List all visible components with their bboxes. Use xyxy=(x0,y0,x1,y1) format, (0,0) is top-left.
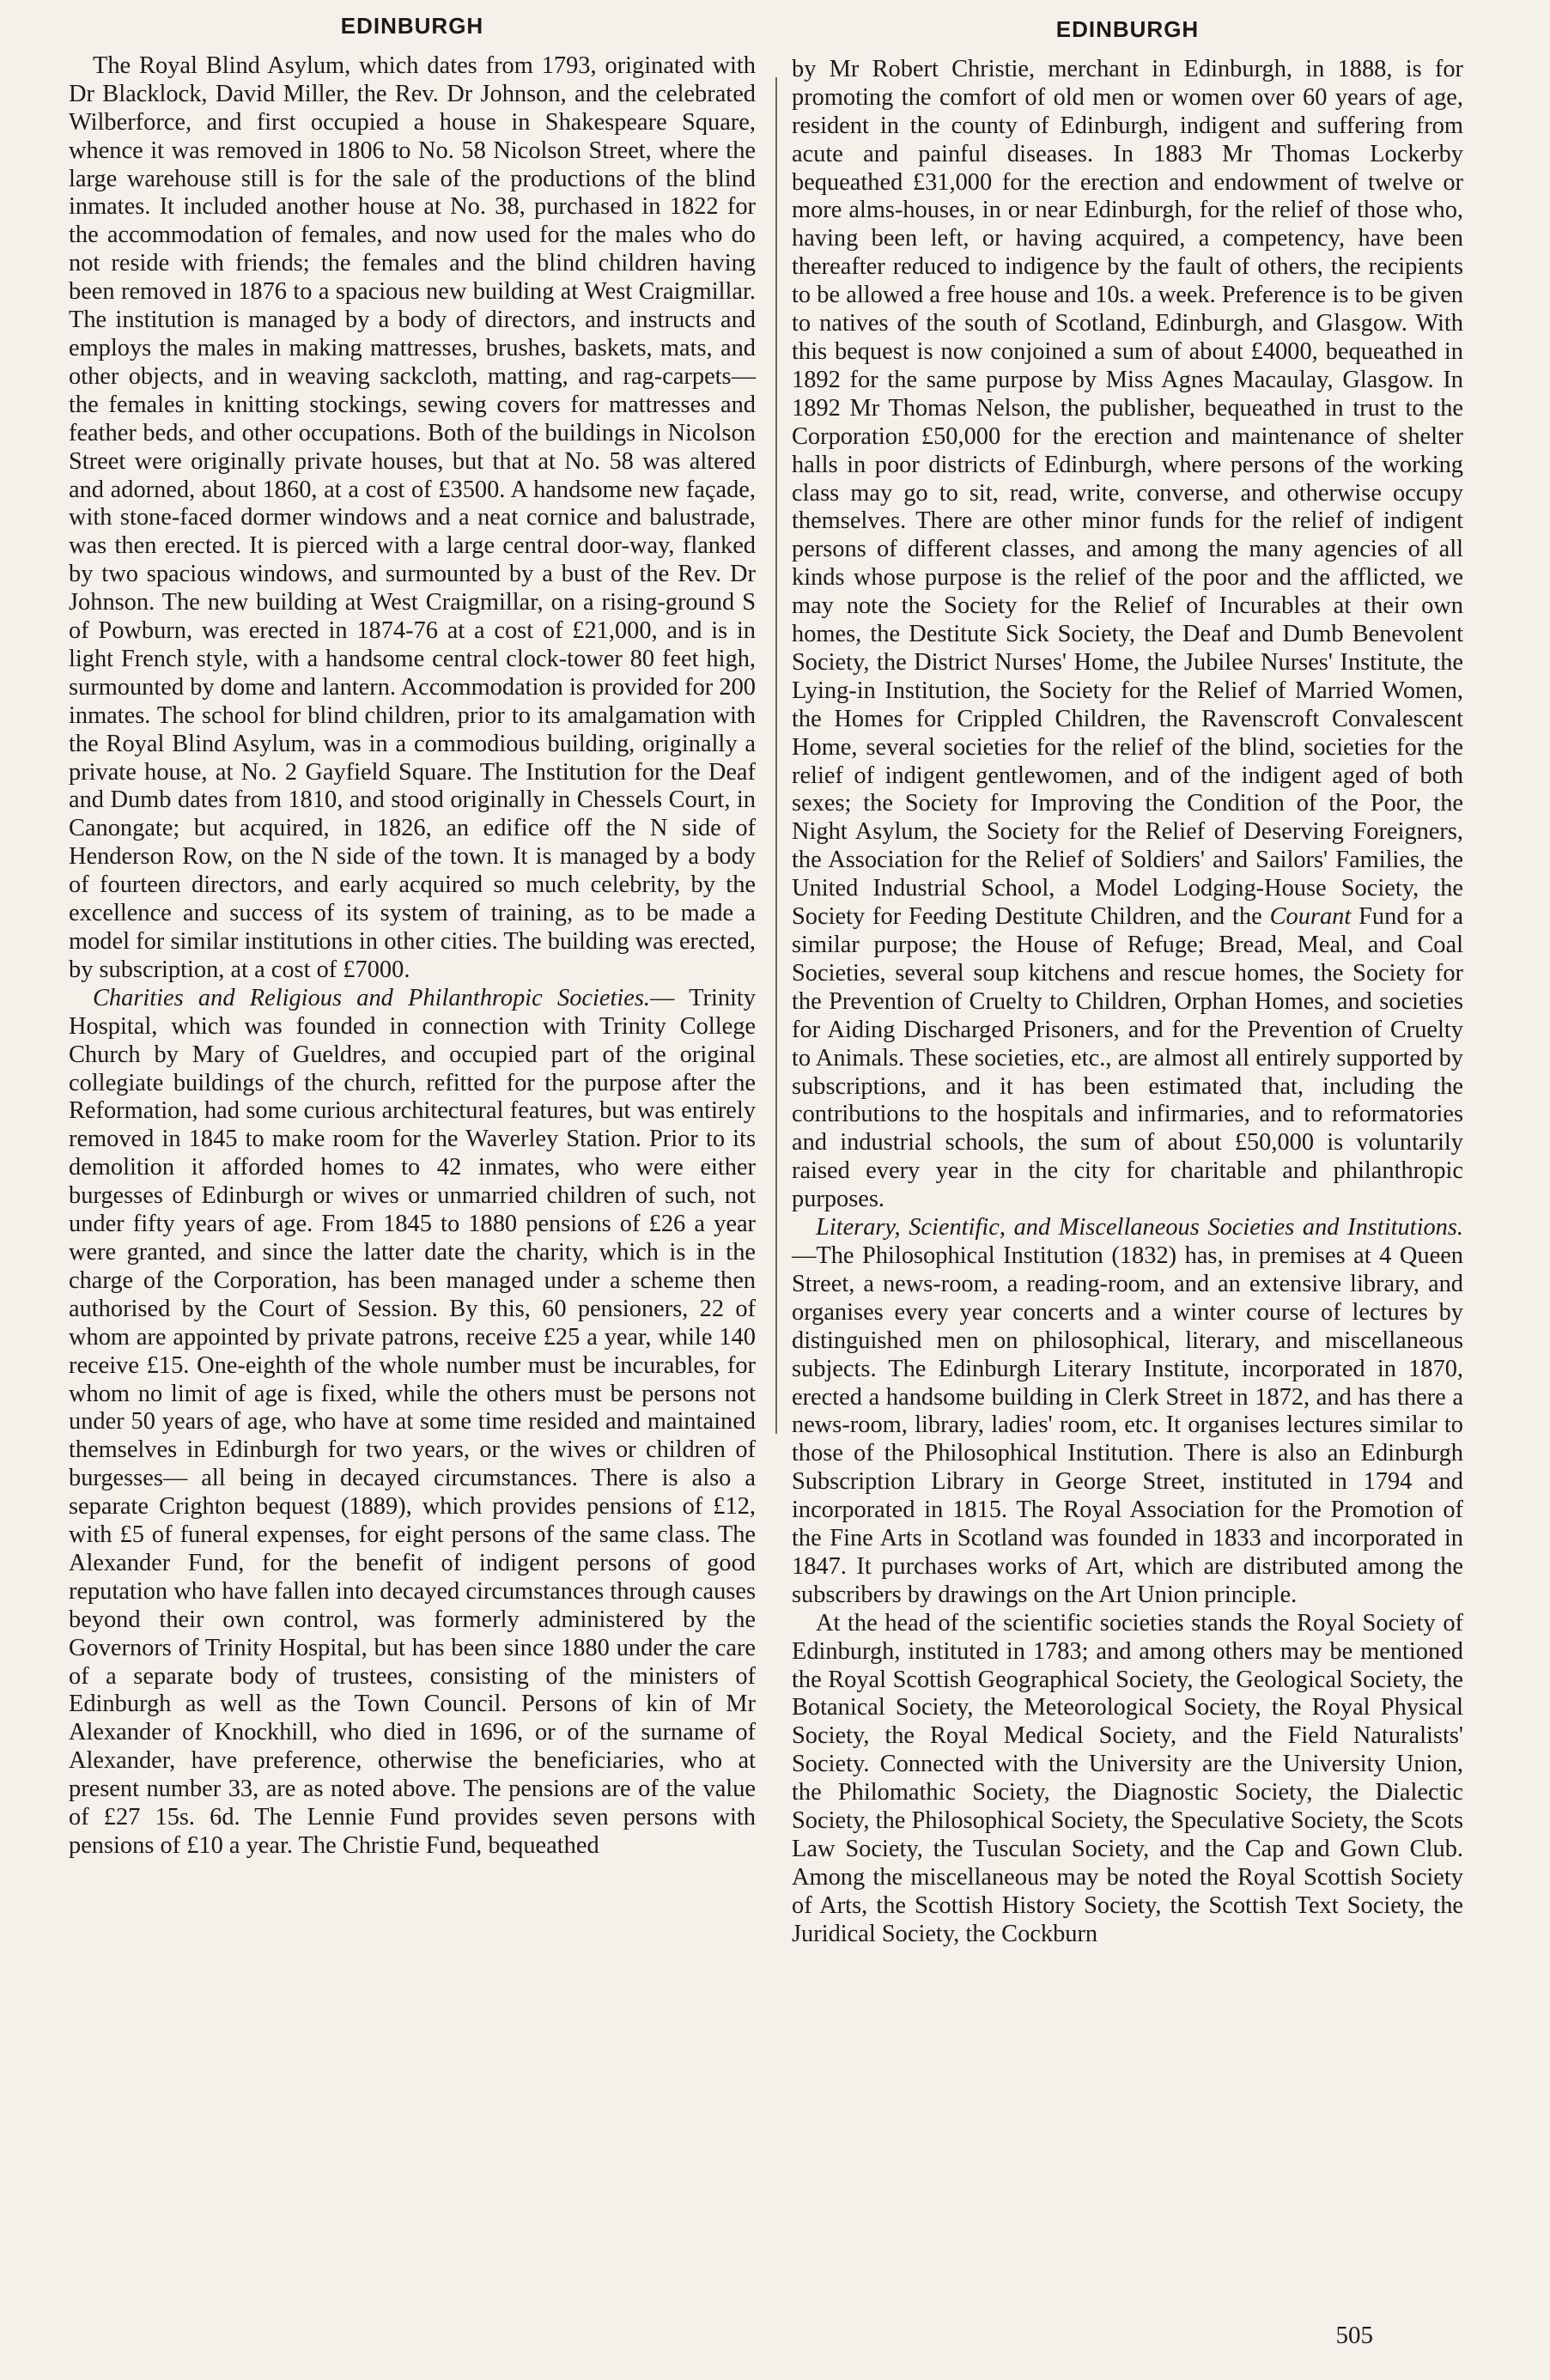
left-column xyxy=(69,12,756,1861)
column-divider xyxy=(775,77,777,1434)
paragraph-scientific-societies: At the head of the scientific societies stands the Royal Society of Edinburgh, instituted in 1783; and among others may be mentioned the Royal Scottish Geographical Society, the Geological Society, the Botanical Society, the Meteorological Society, the Royal Physical Society, the Royal Medical Society, and the Field Naturalists' Society. Connected with the University are the University Union, the Philomathic Society, the Diagnostic Society, the Dialectic Society, the Philosophical Society, the Speculative Society, the Scots Law Society, the Tusculan Society, and the Cap and Gown Club. Among the miscellaneous may be noted the Royal Scottish Society of Arts, the Scottish History Society, the Scottish Text Society, the Juridical Society, the Cockburn xyxy=(792,1609,1463,1947)
page-number: 505 xyxy=(1335,2322,1373,2349)
paragraph-literary-societies xyxy=(792,1214,1463,1610)
section-text-literary: —The Philosophical Institution (1832) has, in premises at 4 Queen Street, a news-room, a reading-room, and an extensive library, and organises every year concerts and a winter course of lectures by distinguished men on philosophical, literary, and miscellaneous subjects. The Edinburgh Literary Institute, incorporated in 1870, erected a handsome building in Clerk Street in 1872, and has there a news-room, library, ladies' room, etc. It organises lectures similar to those of the Philosophical Institution. There is also an Edinburgh Subscription Library in George Street, instituted in 1794 and incorporated in 1815. The Royal Association for the Promotion of the Fine Arts in Scotland was founded in 1833 and incorporated in 1847. It purchases works of Art, which are distributed among the subscribers by drawings on the Art Union principle. xyxy=(792,1242,1463,1608)
section-heading-charities: Charities and Religious and Philanthropic Societies. xyxy=(93,984,651,1011)
paragraph-christie-fund-tail: Fund for a similar purpose; the House of Refuge; Bread, Meal, and Coal Societies, several soup kitchens and rescue homes, the Society for the Prevention of Cruelty to Children, Orphan Homes, and societies for Aiding Discharged Prisoners, and for the Prevention of Cruelty to Animals. These societies, etc., are almost all entirely supported by subscriptions, and it has been estimated that, including the contributions to the hospitals and infirmaries, and to reformatories and industrial schools, the sum of about £50,000 is voluntarily raised every year in the city for charitable and philanthropic purposes. xyxy=(792,903,1464,1213)
courant-fund-name: Courant xyxy=(1269,903,1352,931)
paragraph-christie-fund xyxy=(792,56,1463,1214)
section-heading-literary: Literary, Scientific, and Miscellaneous Societies and Institutions. xyxy=(816,1214,1463,1242)
paragraph-royal-blind-asylum: The Royal Blind Asylum, which dates from 1793, originated with Dr Blacklock, David Miller, the Rev. Dr Johnson, and the celebrated Wilberforce, and first occupied a house in Shakespeare Square, whence it was removed in 1806 to No. 58 Nicolson Street, where the large warehouse still is for the sale of the productions of the blind inmates. It included another house at No. 38, purchased in 1822 for the accommodation of females, and now used for the males who do not reside with friends; the females and the blind children having been removed in 1876 to a spacious new building at West Craigmillar. The institution is managed by a body of directors, and instructs and employs the males in making mattresses, brushes, baskets, mats, and other objects, and in weaving sackcloth, matting, and rag-carpets— the females in knitting stockings, sewing covers for mattresses and feather beds, and other occupations. Both of the buildings in Nicolson Street were originally private houses, but that at No. 58 was altered and adorned, about 1860, at a cost of £3500. A handsome new façade, with stone-faced dormer windows and a neat cornice and balustrade, was then erected. It is pierced with a large central door-way, flanked by two spacious windows, and surmounted by a bust of the Rev. Dr Johnson. The new building at West Craigmillar, on a rising-ground S of Powburn, was erected in 1874-76 at a cost of £21,000, and is in light French style, with a handsome central clock-tower 80 feet high, surmounted by dome and lantern. Accommodation is provided for 200 inmates. The school for blind children, prior to its amalgamation with the Royal Blind Asylum, was in a commodious building, originally a private house, at No. 2 Gayfield Square. The Institution for the Deaf and Dumb dates from 1810, and stood originally in Chessels Court, in Canongate; but acquired, in 1826, an edifice off the N side of Henderson Row, on the N side of the town. It is managed by a body of fourteen directors, and early acquired so much celebrity, by the excellence and success of its system of training, as to be made a model for similar institutions in other cities. The building was erected, by subscription, at a cost of £7000. xyxy=(69,52,756,983)
section-text-charities: — Trinity Hospital, which was founded in connection with Trinity College Church by Mary of Gueldres, and occupied part of the original collegiate buildings of the church, refitted for the purpose after the Reformation, had some curious architectural features, but was entirely removed in 1845 to make room for the Waverley Station. Prior to its demolition it afforded homes to 42 inmates, who were either burgesses of Edinburgh or wives or unmarried children of such, not under fifty years of age. From 1845 to 1880 pensions of £26 a year were granted, and since the latter date the charity, which is in the charge of the Corporation, has been managed under a scheme then authorised by the Court of Session. By this, 60 pensioners, 22 of whom are appointed by private patrons, receive £25 a year, while 140 receive £15. One-eighth of the whole number must be incurables, for whom no limit of age is fixed, while the others must be persons not under 50 years of age, who have at some time resided and maintained themselves in Edinburgh for two years, or the wives or children of burgesses— all being in decayed circumstances. There is also a separate Crighton bequest (1889), which provides pensions of £12, with £5 of funeral expenses, for eight persons of the same class. The Alexander Fund, for the benefit of indigent persons of good reputation who have fallen into decayed circumstances through causes beyond their own control, was formerly administered by the Governors of Trinity Hospital, but has been since 1880 under the care of a separate body of trustees, consisting of the ministers of Edinburgh as well as the Town Council. Persons of kin of Mr Alexander of Knockhill, who died in 1696, or of the surname of Alexander, have preference, otherwise the beneficiaries, who at present number 33, are as noted above. The pensions are of the value of £27 15s. 6d. The Lennie Fund provides seven persons with pensions of £10 a year. The Christie Fund, bequeathed xyxy=(69,984,756,1859)
running-head-right: EDINBURGH xyxy=(1055,16,1200,42)
paragraph-christie-fund-text: by Mr Robert Christie, merchant in Edinburgh, in 1888, is for promoting the comfort of old men or women over 60 years of age, resident in the county of Edinburgh, indigent and suffering from acute and painful diseases. In 1883 Mr Thomas Lockerby bequeathed £31,000 for the erection and endowment of twelve or more alms-houses, in or near Edinburgh, for the relief of those who, having been left, or having acquired, a competency, have been thereafter reduced to indigence by the fault of others, the recipients to be allowed a free house and 10s. a week. Preference is to be given to natives of the south of Scotland, Edinburgh, and Glasgow. With this bequest is now conjoined a sum of about £4000, bequeathed in 1892 for the same purpose by Miss Agnes Macaulay, Glasgow. In 1892 Mr Thomas Nelson, the publisher, bequeathed in trust to the Corporation £50,000 for the erection and maintenance of shelter halls in poor districts of Edinburgh, where persons of the working class may go to sit, read, write, converse, and otherwise occupy themselves. There are other minor funds for the relief of indigent persons of different classes, and among the many agencies of all kinds whose purpose is the relief of the poor and the afflicted, we may note the Society for the Relief of Incurables at their own homes, the Destitute Sick Society, the Deaf and Dumb Benevolent Society, the District Nurses' Home, the Jubilee Nurses' Institute, the Lying-in Institution, the Society for the Relief of Married Women, the Homes for Crippled Children, the Ravenscroft Convalescent Home, several societies for the relief of the blind, societies for the relief of indigent gentlewomen, and of the indigent aged of both sexes; the Society for Improving the Condition of the Poor, the Night Asylum, the Society for the Relief of Deserving Foreigners, the Association for the Relief of Soldiers' and Sailors' Families, the United Industrial School, a Model Lodging-House Society, the Society for Feeding Destitute Children, and the xyxy=(792,55,1463,931)
right-column xyxy=(792,15,1463,1949)
paragraph-charities xyxy=(69,985,756,1861)
running-head-left: EDINBURGH xyxy=(340,13,484,39)
